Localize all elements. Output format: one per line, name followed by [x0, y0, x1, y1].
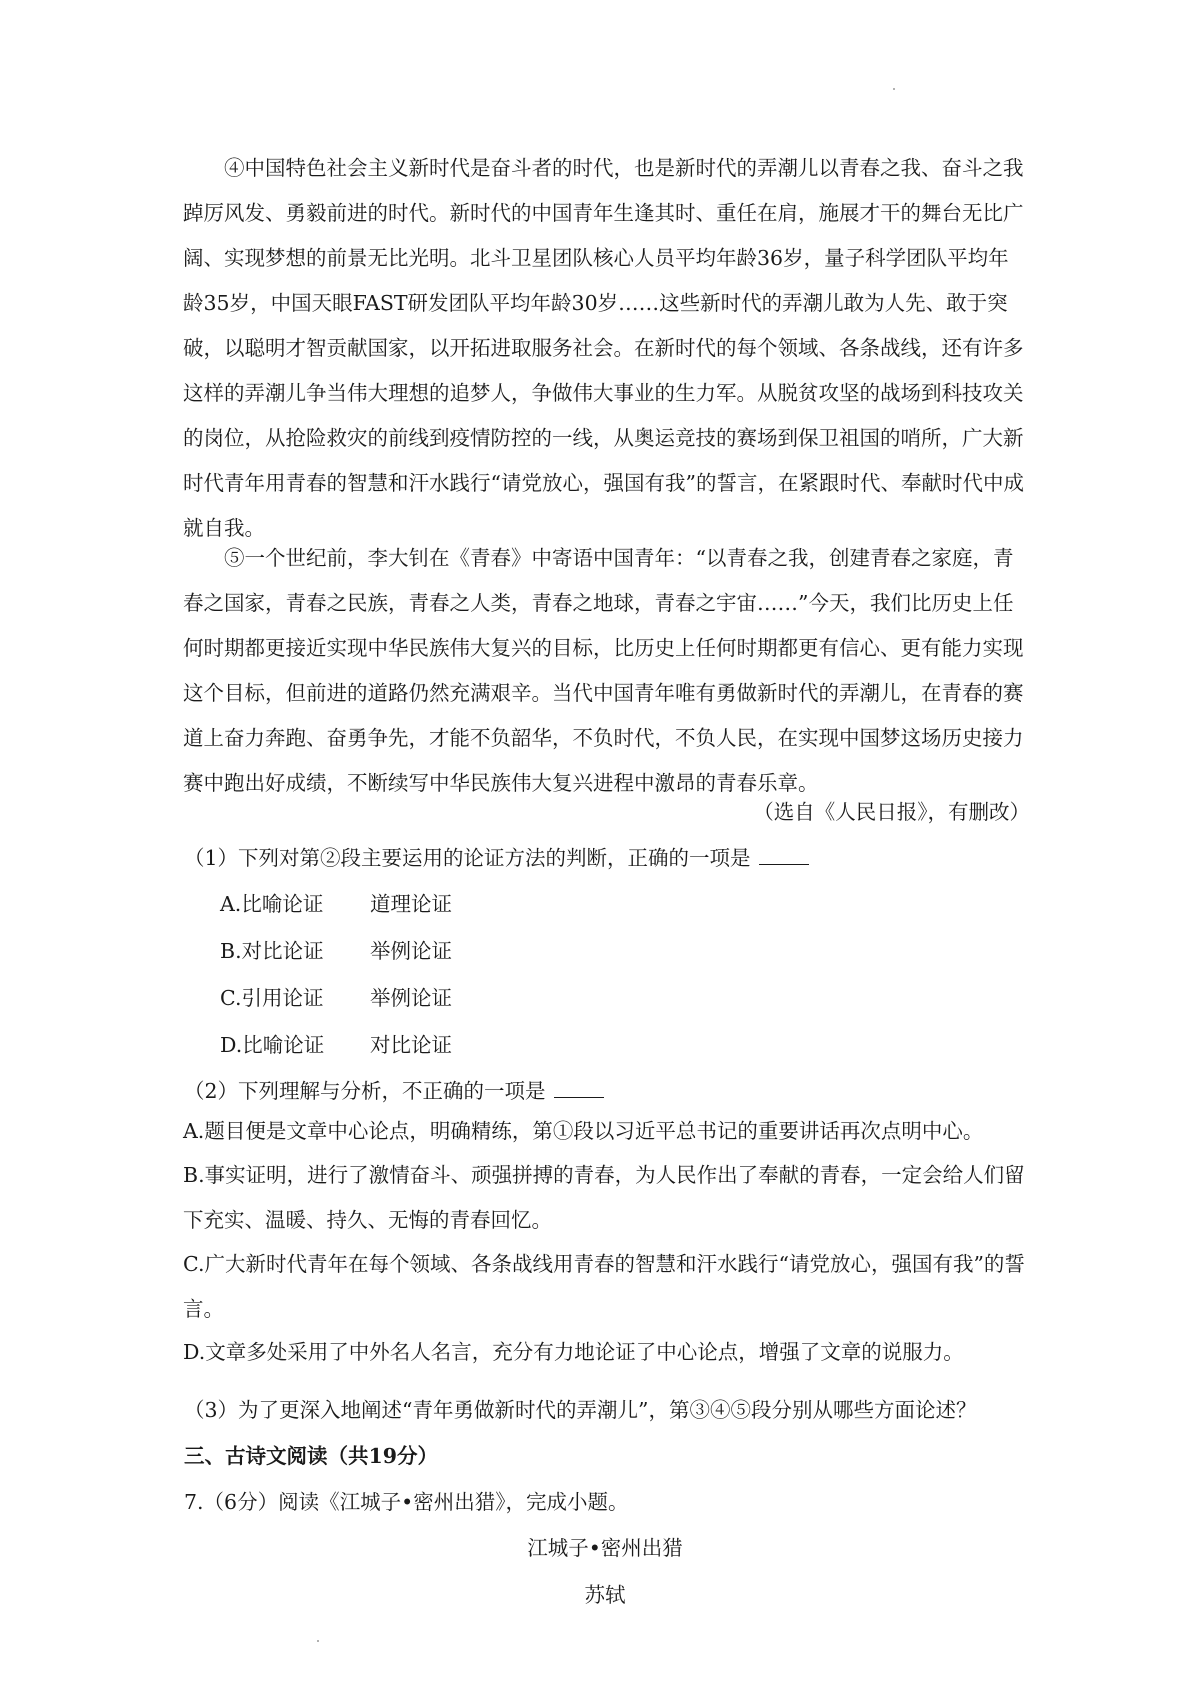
q1-option-b-value: 举例论证 — [370, 939, 452, 963]
q2-stem — [184, 1077, 604, 1105]
q2-option-a[interactable]: A.题目便是文章中心论点，明确精练，第①段以习近平总书记的重要讲话再次点明中心。 — [183, 1119, 984, 1143]
q2-option-b[interactable]: B.事实证明，进行了激情奋斗、顽强拼搏的青春，为人民作出了奉献的青春，一定会给人们留下充实、温暖、持久、无悔的青春回忆。 — [183, 1163, 1025, 1232]
q1-option-a[interactable] — [220, 890, 452, 918]
q1-option-b[interactable] — [220, 937, 452, 965]
q1-option-c-value: 举例论证 — [370, 986, 452, 1010]
poem-author: 苏轼 — [584, 1583, 626, 1607]
q1-stem-text: （1）下列对第②段主要运用的论证方法的判断，正确的一项是 — [184, 846, 751, 870]
q1-option-b-label: B.对比论证 — [220, 939, 324, 963]
q1-option-c[interactable] — [220, 984, 452, 1012]
section-3-heading: 三、古诗文阅读（共19分） — [184, 1444, 439, 1468]
q1-option-d-label: D.比喻论证 — [220, 1033, 325, 1057]
q1-option-a-label: A.比喻论证 — [220, 892, 324, 916]
q1-answer-blank[interactable] — [759, 846, 809, 865]
q1-stem — [184, 844, 809, 872]
passage-source: （选自《人民日报》，有删改） — [753, 800, 1030, 824]
q1-option-d-value: 对比论证 — [370, 1033, 452, 1057]
q1-option-c-label: C.引用论证 — [220, 986, 324, 1010]
q7-question: 7.（6分）阅读《江城子•密州出猎》，完成小题。 — [184, 1490, 629, 1514]
paragraph-5: ⑤一个世纪前，李大钊在《青春》中寄语中国青年：“以青春之我，创建青春之家庭，青春之国家，青春之民族，青春之人类，青春之地球，青春之宇宙……”今天，我们比历史上任何时期都更接近实现中华民族伟大复兴的目标，比历史上任何时期都更有信心、更有能力实现这个目标，但前进的道路仍然充满艰辛。当代中国青年唯有勇做新时代的弄潮儿，在青春的赛道上奋力奔跑、奋勇争先，才能不负韶华，不负时代，不负人民，在实现中国梦这场历史接力赛中跑出好成绩，不断续写中华民族伟大复兴进程中激昂的青春乐章。 — [183, 546, 1024, 795]
q3-question: （3）为了更深入地阐述“青年勇做新时代的弄潮儿”，第③④⑤段分别从哪些方面论述？ — [184, 1398, 977, 1422]
q2-answer-blank[interactable] — [554, 1079, 604, 1098]
q1-option-a-value: 道理论证 — [370, 892, 452, 916]
q2-option-d[interactable]: D.文章多处采用了中外名人名言，充分有力地论证了中心论点，增强了文章的说服力。 — [183, 1340, 964, 1364]
paragraph-4: ④中国特色社会主义新时代是奋斗者的时代，也是新时代的弄潮儿以青春之我、奋斗之我踔厉风发、勇毅前进的时代。新时代的中国青年生逢其时、重任在肩，施展才干的舞台无比广阔、实现梦想的前景无比光明。北斗卫星团队核心人员平均年龄36岁，量子科学团队平均年龄35岁，中国天眼FAST研发团队平均年龄30岁……这些新时代的弄潮儿敢为人先、敢于突破，以聪明才智贡献国家，以开拓进取服务社会。在新时代的每个领域、各条战线，还有许多这样的弄潮儿争当伟大理想的追梦人，争做伟大事业的生力军。从脱贫攻坚的战场到科技攻关的岗位，从抢险救灾的前线到疫情防控的一线，从奥运竞技的赛场到保卫祖国的哨所，广大新时代青年用青春的智慧和汗水践行“请党放心，强国有我”的誓言，在紧跟时代、奉献时代中成就自我。 — [183, 156, 1024, 540]
q2-option-c[interactable]: C.广大新时代青年在每个领域、各条战线用青春的智慧和汗水践行“请党放心，强国有我”的誓言。 — [183, 1252, 1025, 1321]
q1-option-d[interactable] — [220, 1031, 452, 1059]
q2-stem-text: （2）下列理解与分析，不正确的一项是 — [184, 1079, 546, 1103]
poem-title: 江城子•密州出猎 — [527, 1536, 683, 1560]
scan-speck — [893, 88, 895, 90]
scan-speck — [317, 1640, 319, 1642]
